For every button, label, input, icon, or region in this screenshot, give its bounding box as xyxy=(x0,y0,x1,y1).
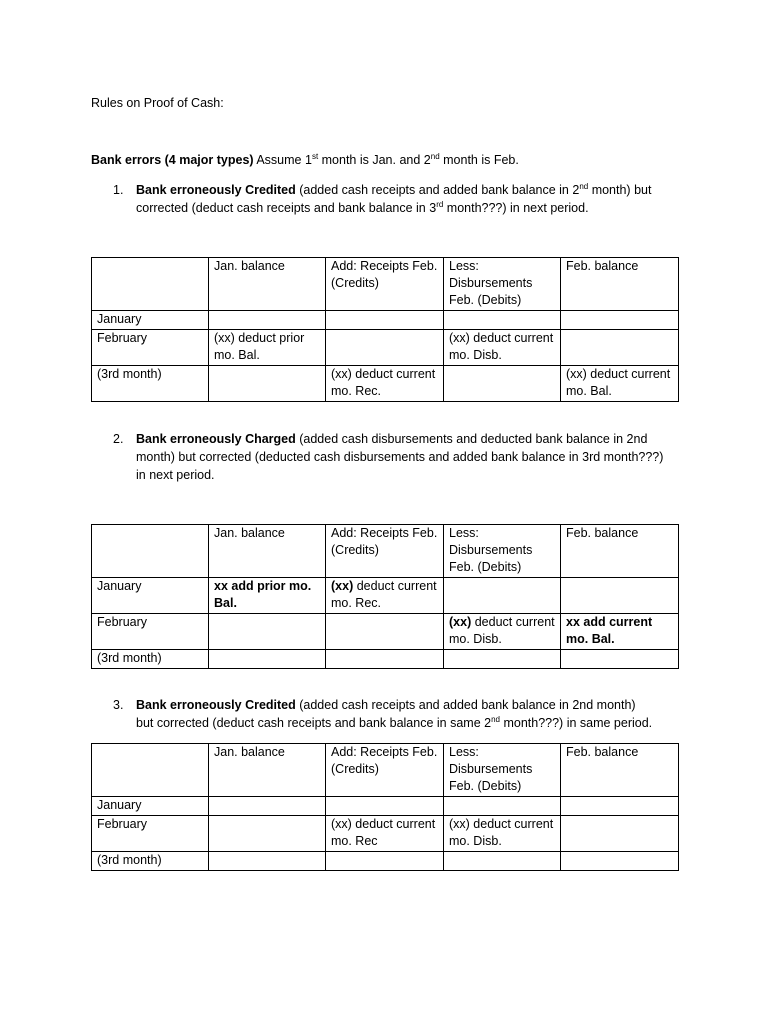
table-cell: January xyxy=(92,311,209,330)
table-cell xyxy=(444,650,561,669)
table-cell: xx add current mo. Bal. xyxy=(561,614,679,650)
header-cell xyxy=(92,525,209,578)
section-1-sup-b: rd xyxy=(436,200,444,209)
table-row xyxy=(92,816,679,852)
table-cell xyxy=(561,852,679,871)
section-2-number: 2. xyxy=(113,432,124,446)
table-cell xyxy=(561,330,679,366)
header-cell: Add: Receipts Feb.(Credits) xyxy=(326,744,444,797)
table-cell xyxy=(209,614,326,650)
section-3-sup-a: nd xyxy=(491,715,500,724)
table-cell: (xx) deduct current mo. Rec. xyxy=(326,366,444,402)
table-cell: January xyxy=(92,797,209,816)
section-1-text-a: (added cash receipts and added bank balance in 2 xyxy=(295,183,580,197)
intro-text-a: Assume 1 xyxy=(253,153,312,167)
intro-sup-a: st xyxy=(311,152,319,161)
header-cell xyxy=(92,744,209,797)
header-cell: Feb. balance xyxy=(561,258,679,311)
table-cell xyxy=(326,311,444,330)
table-cell xyxy=(209,797,326,816)
table-cell: February xyxy=(92,330,209,366)
table-cell xyxy=(444,614,561,650)
table-cell: (3rd month) xyxy=(92,852,209,871)
section-1-text-b: month) but corrected (deduct cash receipts and bank balance in 3 xyxy=(136,183,652,215)
table-row xyxy=(92,852,679,871)
table-cell: (xx) deduct current mo. Disb. xyxy=(444,330,561,366)
xx-bold: (xx) xyxy=(449,615,472,629)
intro-bold: Bank errors (4 major types) xyxy=(91,153,254,167)
table-cell xyxy=(326,614,444,650)
table-row xyxy=(92,366,679,402)
section-3-bold: Bank erroneously Credited xyxy=(136,698,296,712)
table-row xyxy=(92,311,679,330)
table-cell xyxy=(561,797,679,816)
table-1-header-row xyxy=(92,258,679,311)
table-cell: (xx) deduct prior mo. Bal. xyxy=(209,330,326,366)
header-cell: Feb. balance xyxy=(561,525,679,578)
table-cell: February xyxy=(92,614,209,650)
table-cell xyxy=(209,311,326,330)
table-cell xyxy=(326,852,444,871)
cell-text: deduct current mo. Disb. xyxy=(449,615,555,646)
table-cell xyxy=(209,816,326,852)
table-cell: (xx) deduct current mo. Rec xyxy=(326,816,444,852)
section-2-text-a: (added cash disbursements and deducted bank balance in 2nd month) but corrected (deducted cash disbursements and added bank balance in 3rd month???) in next period. xyxy=(136,432,664,482)
section-1-number: 1. xyxy=(113,183,124,197)
table-cell xyxy=(561,311,679,330)
table-row xyxy=(92,797,679,816)
table-cell xyxy=(326,330,444,366)
header-cell: Jan. balance xyxy=(209,258,326,311)
header-cell xyxy=(92,258,209,311)
section-2-text xyxy=(136,430,676,484)
header-cell: Add: Receipts Feb.(Credits) xyxy=(326,525,444,578)
section-1-text-c: month???) in next period. xyxy=(443,201,589,215)
xx-bold: (xx) xyxy=(331,579,354,593)
table-row xyxy=(92,330,679,366)
table-cell: (xx) deduct current mo. Bal. xyxy=(561,366,679,402)
table-2-header-row xyxy=(92,525,679,578)
table-cell xyxy=(326,797,444,816)
section-1-bold: Bank erroneously Credited xyxy=(136,183,296,197)
intro-sup-b: nd xyxy=(430,152,440,161)
section-3 xyxy=(113,696,683,736)
table-cell xyxy=(444,578,561,614)
table-cell xyxy=(561,578,679,614)
table-cell xyxy=(561,650,679,669)
table-3 xyxy=(91,743,679,871)
table-cell xyxy=(444,797,561,816)
table-cell: xx add prior mo. Bal. xyxy=(209,578,326,614)
section-1-sup-a: nd xyxy=(579,182,589,191)
table-cell xyxy=(209,650,326,669)
header-cell: Less: Disbursements Feb. (Debits) xyxy=(444,744,561,797)
section-1-text xyxy=(136,181,656,217)
table-cell xyxy=(209,852,326,871)
header-cell: Add: Receipts Feb.(Credits) xyxy=(326,258,444,311)
intro-line xyxy=(91,151,519,169)
table-row xyxy=(92,614,679,650)
table-cell: (3rd month) xyxy=(92,650,209,669)
table-cell: January xyxy=(92,578,209,614)
table-cell xyxy=(209,366,326,402)
header-cell: Jan. balance xyxy=(209,744,326,797)
table-cell xyxy=(444,852,561,871)
table-1 xyxy=(91,257,679,402)
section-2 xyxy=(113,430,683,488)
header-cell: Jan. balance xyxy=(209,525,326,578)
table-row xyxy=(92,578,679,614)
header-cell: Less: Disbursements Feb. (Debits) xyxy=(444,258,561,311)
table-cell xyxy=(561,816,679,852)
section-1 xyxy=(113,181,683,221)
table-cell: February xyxy=(92,816,209,852)
table-cell xyxy=(326,650,444,669)
table-cell xyxy=(326,578,444,614)
cell-text: deduct current mo. Rec. xyxy=(331,579,437,610)
intro-text-c: month is Feb. xyxy=(439,153,519,167)
section-3-text-a: (added cash receipts and added bank balance in 2nd month) but corrected (deduct cash receipts and bank balance in same 2 xyxy=(136,698,636,730)
header-cell: Feb. balance xyxy=(561,744,679,797)
document-title: Rules on Proof of Cash: xyxy=(91,96,224,110)
intro-text-b: month is Jan. and 2 xyxy=(318,153,431,167)
section-3-text-b: month???) in same period. xyxy=(499,716,653,730)
section-3-number: 3. xyxy=(113,698,124,712)
table-row xyxy=(92,650,679,669)
table-2 xyxy=(91,524,679,669)
table-cell: (3rd month) xyxy=(92,366,209,402)
section-3-text xyxy=(136,696,656,732)
table-cell xyxy=(444,366,561,402)
table-cell xyxy=(444,311,561,330)
table-cell: (xx) deduct current mo. Disb. xyxy=(444,816,561,852)
section-2-bold: Bank erroneously Charged xyxy=(136,432,296,446)
table-3-header-row xyxy=(92,744,679,797)
header-cell: Less: Disbursements Feb. (Debits) xyxy=(444,525,561,578)
